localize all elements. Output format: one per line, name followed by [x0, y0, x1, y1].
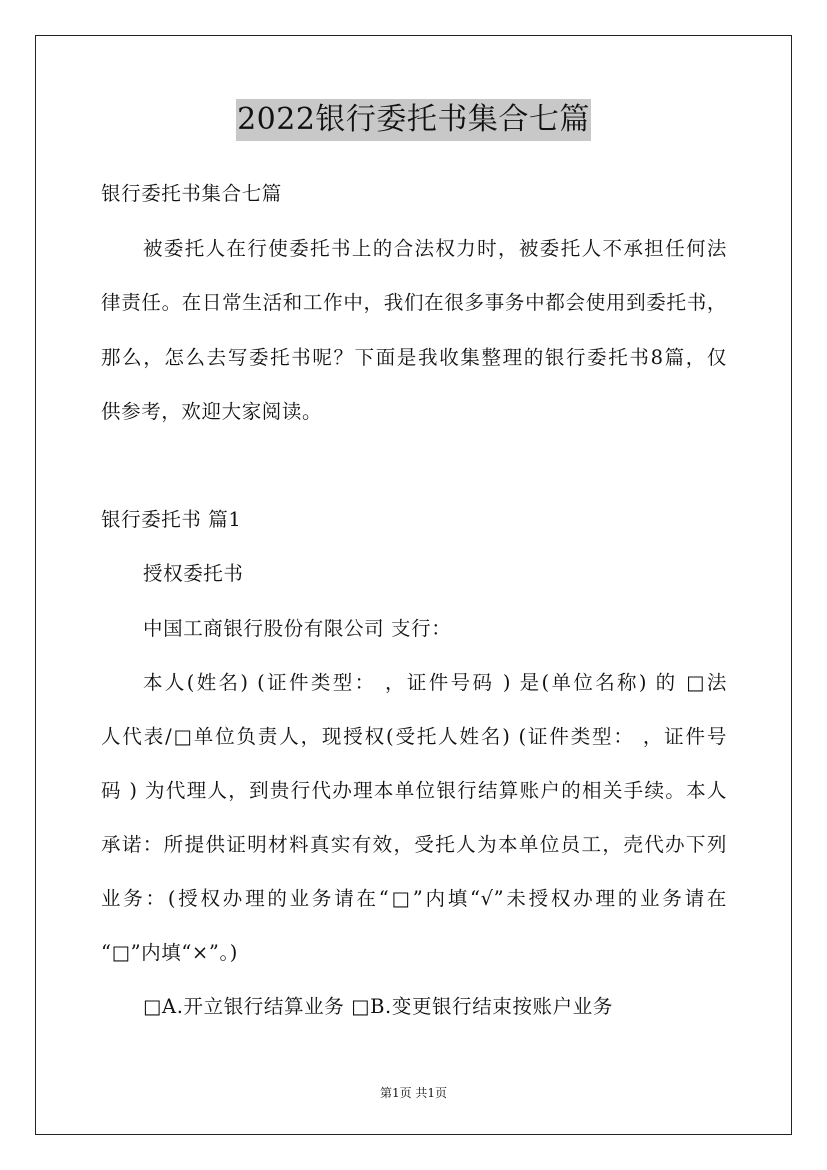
subtitle: 银行委托书集合七篇 — [101, 182, 282, 205]
intro-line-3: 那么，怎么去写委托书呢？下面是我收集整理的银行委托书8篇，仅 — [101, 346, 727, 369]
body-line-5: 业务：(授权办理的业务请在“□”内填“√”未授权办理的业务请在 — [101, 887, 727, 910]
page-footer: 第1页 共1页 — [379, 1086, 448, 1100]
body-line-6: “□”内填“×”。) — [101, 941, 238, 964]
document-title: 2022银行委托书集合七篇 — [236, 99, 591, 141]
options-line: □A.开立银行结算业务 □B.变更银行结束按账户业务 — [143, 995, 613, 1018]
body-line-1: 本人(姓名) (证件类型： ，证件号码 ) 是(单位名称) 的 □法 — [143, 671, 727, 694]
body-line-2: 人代表/□单位负责人，现授权(受托人姓名) (证件类型： ，证件号 — [101, 725, 727, 748]
addressee: 中国工商银行股份有限公司 支行： — [143, 617, 452, 640]
section-heading: 银行委托书 篇1 — [101, 508, 242, 531]
intro-line-4: 供参考，欢迎大家阅读。 — [101, 400, 323, 423]
letter-title: 授权委托书 — [143, 562, 244, 585]
body-line-4: 承诺：所提供证明材料真实有效，受托人为本单位员工，売代办下列 — [101, 833, 727, 856]
intro-line-1: 被委托人在行使委托书上的合法权力时，被委托人不承担任何法 — [143, 237, 727, 260]
intro-line-2: 律责任。在日常生活和工作中，我们在很多事务中都会使用到委托书， — [101, 291, 727, 314]
title-wrapper — [0, 99, 827, 141]
body-line-3: 码 ) 为代理人，到贵行代办理本单位银行结算账户的相关手续。本人 — [101, 779, 727, 802]
